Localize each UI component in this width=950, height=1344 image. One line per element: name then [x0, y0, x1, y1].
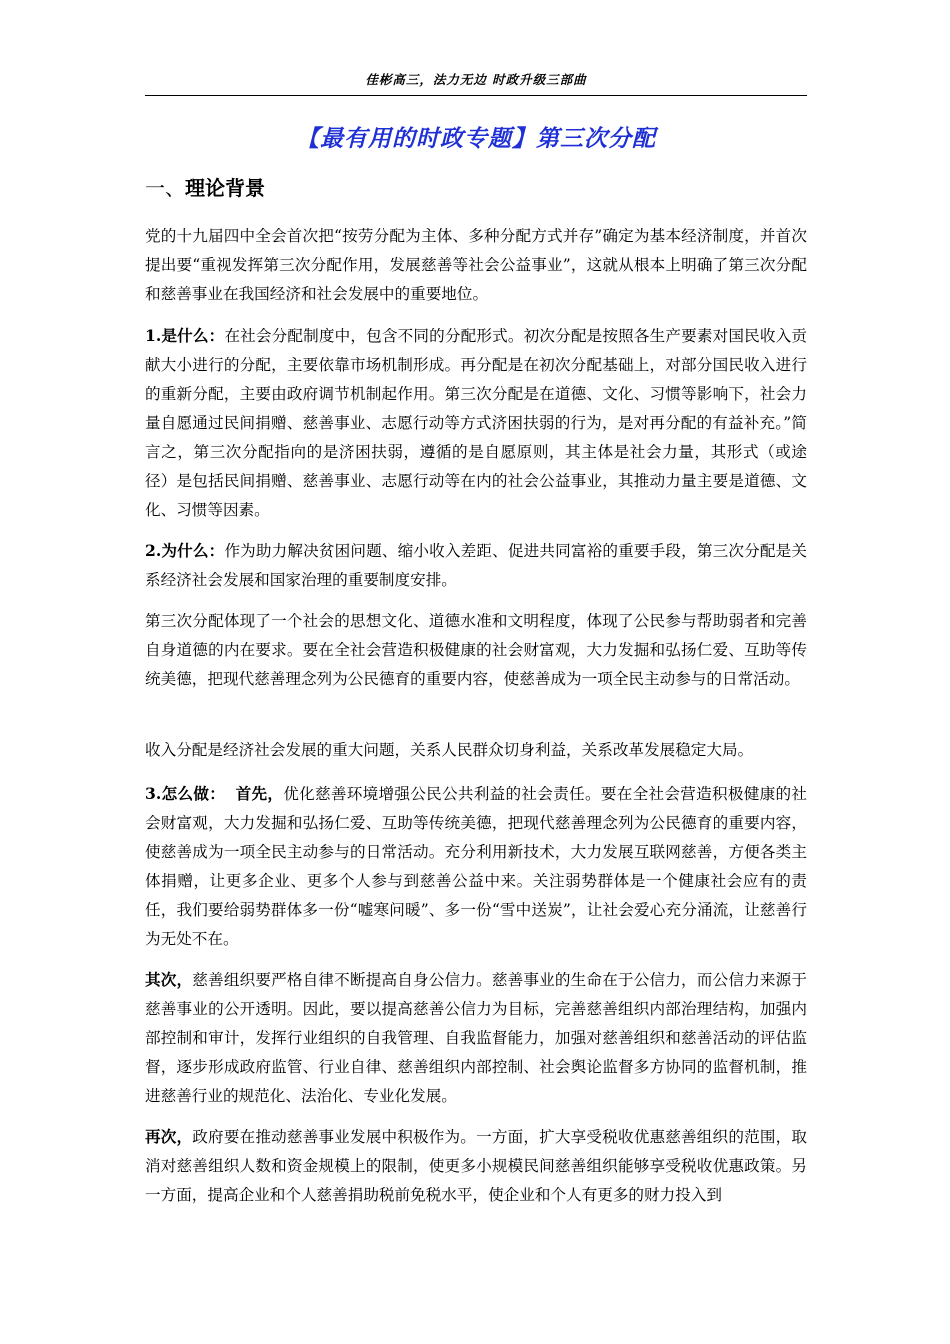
- what-body: 在社会分配制度中，包含不同的分配形式。初次分配是按照各生产要素对国民收入贡献大小进行的分配，主要依靠市场机制形成。再分配是在初次分配基础上，对部分国民收入进行的重新分配，主要由政府调节机制起作用。第三次分配是在道德、文化、习惯等影响下，社会力量自愿通过民间捐赠、慈善事业、志愿行动等方式济困扶弱的行为，是对再分配的有益补充。”简言之，第三次分配指向的是济困扶弱，遵循的是自愿原则，其主体是社会力量，其形式（或途径）是包括民间捐赠、慈善事业、志愿行动等在内的社会公益事业，其推动力量主要是道德、文化、习惯等因素。: [145, 327, 807, 519]
- paragraph-how: [145, 779, 807, 954]
- paragraph-intro: 党的十九届四中全会首次把“按劳分配为主体、多种分配方式并存”确定为基本经济制度，并首次提出要“重视发挥第三次分配作用，发展慈善等社会公益事业”，这就从根本上明确了第三次分配和慈善事业在我国经济和社会发展中的重要地位。: [145, 227, 807, 303]
- section-label: 理论背景: [185, 176, 265, 200]
- second-lead: 其次，: [145, 970, 193, 989]
- header-divider: [145, 95, 807, 96]
- how-first-lead: 首先，: [235, 784, 284, 803]
- what-lead: 1.是什么：: [145, 326, 225, 345]
- document-title: 【最有用的时政专题】第三次分配: [296, 125, 656, 152]
- paragraph-why: [145, 536, 807, 595]
- page-header: 佳彬高三，法力无边 时政升级三部曲: [365, 72, 587, 87]
- section-heading: [145, 172, 265, 201]
- paragraph-why-extra-1: 第三次分配体现了一个社会的思想文化、道德水准和文明程度，体现了公民参与帮助弱者和完善自身道德的内在要求。要在全社会营造积极健康的社会财富观，大力发掘和弘扬仁爱、互助等传统美德，把现代慈善理念列为公民德育的重要内容，使慈善成为一项全民主动参与的日常活动。: [145, 612, 807, 688]
- why-body: 作为助力解决贫困问题、缩小收入差距、促进共同富裕的重要手段，第三次分配是关系经济社会发展和国家治理的重要制度安排。: [145, 542, 807, 589]
- third-lead: 再次，: [145, 1127, 193, 1146]
- paragraph-third: [145, 1122, 807, 1210]
- second-body: 慈善组织要严格自律不断提高自身公信力。慈善事业的生命在于公信力，而公信力来源于慈善事业的公开透明。因此，要以提高慈善公信力为目标，完善慈善组织内部治理结构，加强内部控制和审计，发挥行业组织的自我管理、自我监督能力，加强对慈善组织和慈善活动的评估监督，逐步形成政府监管、行业自律、慈善组织内部控制、社会舆论监督多方协同的监督机制，推进慈善行业的规范化、法治化、专业化发展。: [145, 971, 807, 1105]
- paragraph-second: [145, 965, 807, 1111]
- paragraph-what: [145, 321, 807, 525]
- section-number: 一、: [145, 176, 185, 200]
- paragraph-why-extra-2: 收入分配是经济社会发展的重大问题，关系人民群众切身利益，关系改革发展稳定大局。: [145, 741, 754, 759]
- how-first-body: 优化慈善环境增强公民公共利益的社会责任。要在全社会营造积极健康的社会财富观，大力发掘和弘扬仁爱、互助等传统美德，把现代慈善理念列为公民德育的重要内容，使慈善成为一项全民主动参与的日常活动。充分利用新技术，大力发展互联网慈善，方便各类主体捐赠，让更多企业、更多个人参与到慈善公益中来。关注弱势群体是一个健康社会应有的责任，我们要给弱势群体多一份“嘘寒问暖”、多一份“雪中送炭”，让社会爱心充分涌流，让慈善行为无处不在。: [145, 785, 807, 948]
- third-body: 政府要在推动慈善事业发展中积极作为。一方面，扩大享受税收优惠慈善组织的范围，取消对慈善组织人数和资金规模上的限制，使更多小规模民间慈善组织能够享受税收优惠政策。另一方面，提高企业和个人慈善捐助税前免税水平，使企业和个人有更多的财力投入到: [145, 1128, 807, 1204]
- how-lead: 3.怎么做：: [145, 784, 226, 803]
- why-lead: 2.为什么：: [145, 541, 225, 560]
